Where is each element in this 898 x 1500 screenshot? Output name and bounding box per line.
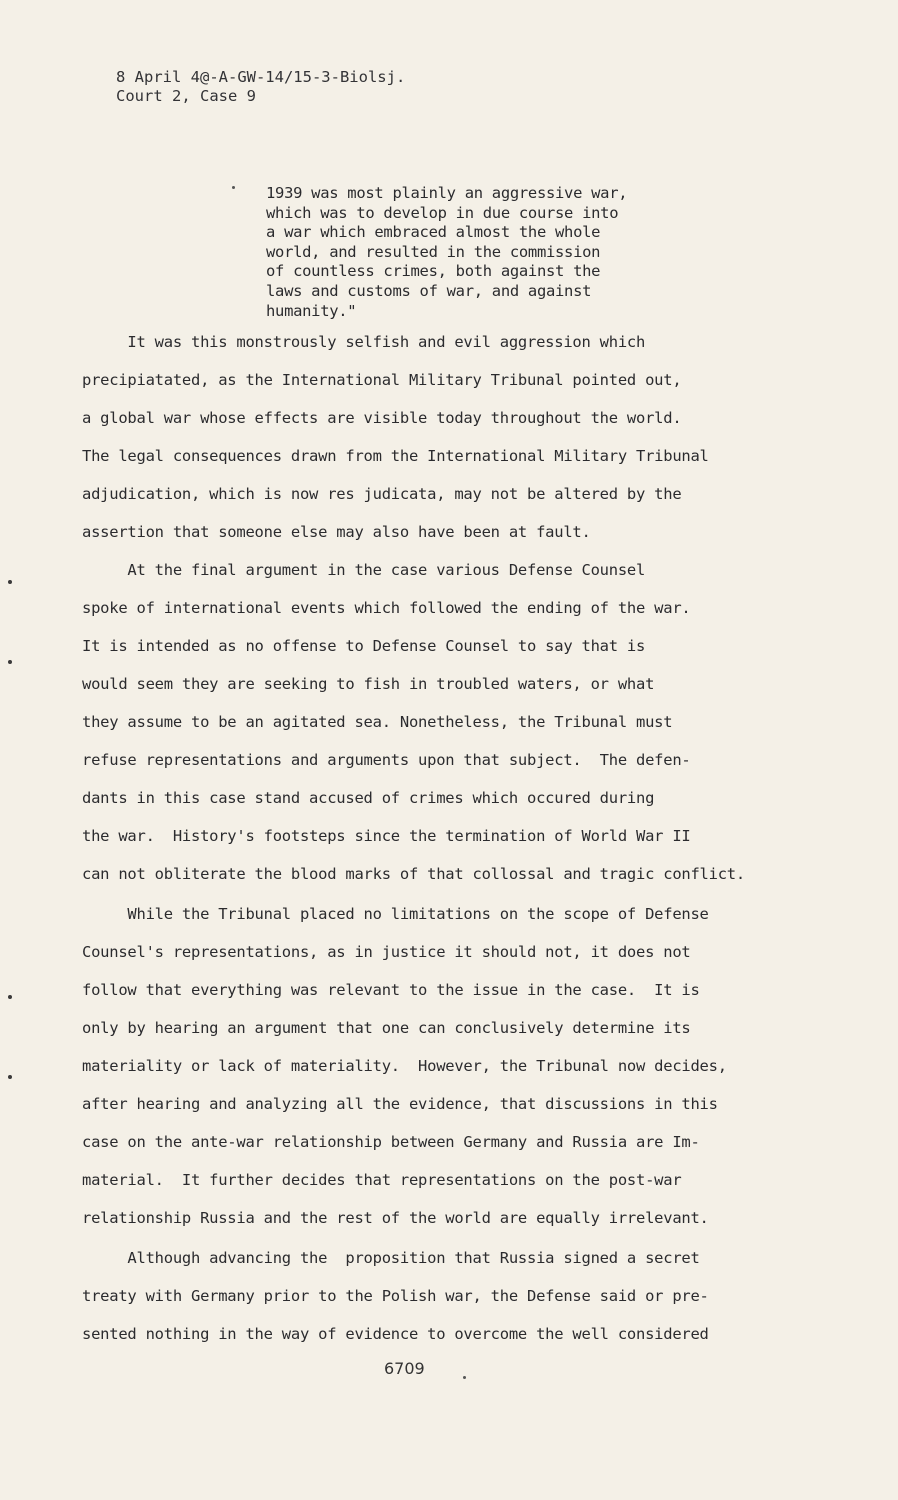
document-header <box>116 68 405 106</box>
body-line: Counsel's representations, as in justice it should not, it does not <box>82 943 691 961</box>
body-line: dants in this case stand accused of crimes which occured during <box>82 789 655 807</box>
body-line: would seem they are seeking to fish in troubled waters, or what <box>82 675 655 693</box>
body-line: after hearing and analyzing all the evidence, that discussions in this <box>82 1095 718 1113</box>
body-line: they assume to be an agitated sea. Nonetheless, the Tribunal must <box>82 713 673 731</box>
body-line: can not obliterate the blood marks of that collossal and tragic conflict. <box>82 865 745 883</box>
body-line: adjudication, which is now res judicata, may not be altered by the <box>82 485 682 503</box>
body-line: Although advancing the proposition that Russia signed a secret <box>82 1249 700 1267</box>
body-line: materiality or lack of materiality. However, the Tribunal now decides, <box>82 1057 727 1075</box>
body-line: It was this monstrously selfish and evil aggression which <box>82 333 646 351</box>
quote-line: 1939 was most plainly an aggressive war, <box>266 184 628 202</box>
body-line: The legal consequences drawn from the International Military Tribunal <box>82 447 709 465</box>
header-line-2: Court 2, Case 9 <box>116 87 256 105</box>
margin-punch-mark <box>8 580 12 584</box>
body-line: follow that everything was relevant to the issue in the case. It is <box>82 981 700 999</box>
body-line: precipiatated, as the International Military Tribunal pointed out, <box>82 371 682 389</box>
quote-line: humanity." <box>266 301 357 320</box>
body-line: spoke of international events which followed the ending of the war. <box>82 599 691 617</box>
body-line: refuse representations and arguments upon that subject. The defen- <box>82 751 691 769</box>
body-line: treaty with Germany prior to the Polish war, the Defense said or pre- <box>82 1287 709 1305</box>
body-line: At the final argument in the case various Defense Counsel <box>82 561 646 579</box>
margin-punch-mark <box>8 995 12 999</box>
body-line: sented nothing in the way of evidence to overcome the well considered <box>82 1325 709 1343</box>
body-line: a global war whose effects are visible today throughout the world. <box>82 409 682 427</box>
quote-line: which was to develop in due course into <box>266 203 619 222</box>
body-line: case on the ante-war relationship between Germany and Russia are Im- <box>82 1133 700 1151</box>
quote-line: of countless crimes, both against the <box>266 262 601 281</box>
body-line: material. It further decides that representations on the post-war <box>82 1171 682 1189</box>
quote-line: laws and customs of war, and against <box>266 281 592 300</box>
body-line: only by hearing an argument that one can conclusively determine its <box>82 1019 691 1037</box>
body-line: While the Tribunal placed no limitations on the scope of Defense <box>82 905 709 923</box>
quote-line: a war which embraced almost the whole <box>266 223 601 242</box>
header-line-1: 8 April 4@-A-GW-14/15-3-Biolsj. <box>116 68 406 86</box>
margin-punch-mark <box>8 1075 12 1079</box>
margin-punch-mark <box>8 660 12 664</box>
quoted-passage <box>266 184 686 321</box>
body-line: assertion that someone else may also have been at fault. <box>82 523 591 541</box>
body-line: relationship Russia and the rest of the world are equally irrelevant. <box>82 1209 709 1227</box>
quote-line: world, and resulted in the commission <box>266 242 601 261</box>
stray-mark <box>463 1376 466 1379</box>
stray-mark <box>232 186 235 189</box>
body-line: the war. History's footsteps since the termination of World War II <box>82 827 691 845</box>
body-line: It is intended as no offense to Defense Counsel to say that is <box>82 637 646 655</box>
page-number: 6709 <box>384 1359 425 1378</box>
